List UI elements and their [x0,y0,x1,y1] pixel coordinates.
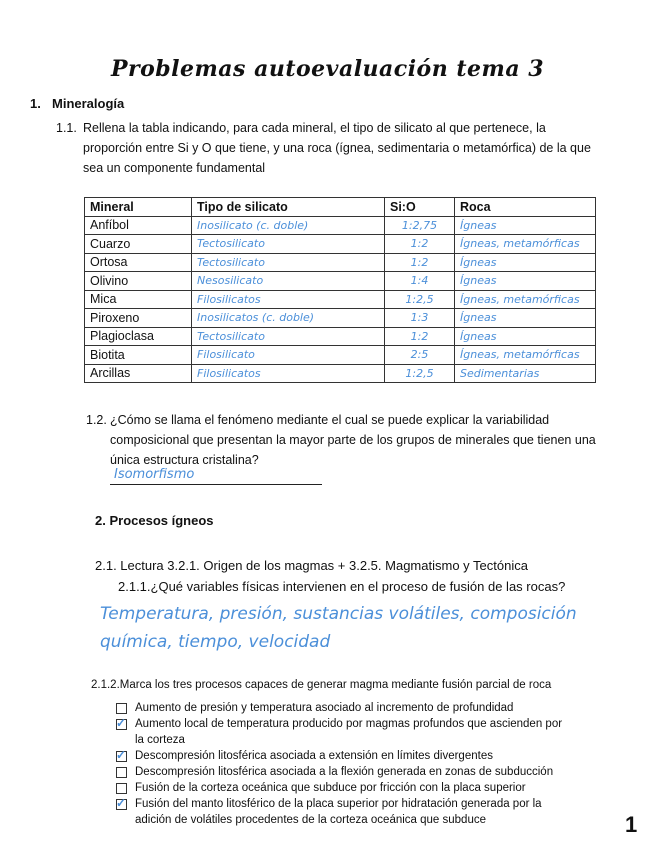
question-1-2 [86,410,596,470]
section-1-heading [30,96,124,111]
cell-si-o[interactable]: 2:5 [385,346,455,365]
question-number: 1.1. [56,121,77,135]
check-mark-icon: ✓ [116,748,127,762]
cell-si-o[interactable]: 1:4 [385,272,455,291]
table-header-row [85,198,596,217]
cell-silicate[interactable]: Filosilicato [192,346,385,365]
cell-mineral: Anfíbol [85,216,192,235]
option-label: Descompresión litosférica asociada a la flexión generada en zonas de subducción [135,766,554,778]
cell-mineral: Biotita [85,346,192,365]
col-header-mineral: Mineral [85,198,192,217]
cell-silicate[interactable]: Tectosilicato [192,253,385,272]
cell-rock[interactable]: Ígneas [455,272,596,291]
cell-silicate[interactable]: Nesosilicato [192,272,385,291]
section-label: Mineralogía [52,96,125,111]
checkbox[interactable] [116,703,127,714]
cell-si-o[interactable]: 1:2,75 [385,216,455,235]
cell-si-o[interactable]: 1:3 [385,309,455,328]
minerals-table [84,197,596,383]
cell-rock[interactable]: Ígneas [455,216,596,235]
cell-rock[interactable]: Ígneas, metamórficas [455,346,596,365]
cell-silicate[interactable]: Inosilicatos (c. doble) [192,309,385,328]
page-number: 1 [625,812,638,837]
cell-si-o[interactable]: 1:2,5 [385,290,455,309]
cell-rock[interactable]: Ígneas, metamórficas [455,290,596,309]
cell-silicate[interactable]: Filosilicatos [192,364,385,383]
option-item [116,780,566,796]
section-number: 1. [30,96,41,111]
subsection-2-1: 2.1. Lectura 3.2.1. Origen de los magmas + 3.2.5. Magmatismo y Tectónica [95,558,528,573]
option-item [116,700,566,716]
cell-rock[interactable]: Ígneas [455,327,596,346]
check-mark-icon: ✓ [116,716,127,730]
cell-si-o[interactable]: 1:2,5 [385,364,455,383]
cell-rock[interactable]: Ígneas [455,253,596,272]
question-2-1-2: 2.1.2.Marca los tres procesos capaces de generar magma mediante fusión parcial de roca [91,679,552,691]
cell-rock[interactable]: Ígneas, metamórficas [455,235,596,254]
checkbox[interactable] [116,767,127,778]
question-1-1 [56,118,596,178]
cell-silicate[interactable]: Tectosilicato [192,327,385,346]
cell-silicate[interactable]: Filosilicatos [192,290,385,309]
cell-rock[interactable]: Ígneas [455,309,596,328]
cell-si-o[interactable]: 1:2 [385,253,455,272]
handwritten-answer-2-1-1: Temperatura, presión, sustancias volátiles, composición química, tiempo, velocidad [100,604,577,652]
cell-si-o[interactable]: 1:2 [385,235,455,254]
option-label: Aumento local de temperatura producido por magmas profundos que ascienden por la corteza [135,718,563,746]
section-label: Procesos ígneos [109,513,214,528]
option-label: Fusión del manto litosférico de la placa superior por hidratación generada por la adición de volátiles procedentes de la corteza oceánica que subduce [135,798,542,826]
table-row [85,235,596,254]
option-item [116,796,566,828]
options-list [116,700,566,828]
cell-mineral: Arcillas [85,364,192,383]
cell-mineral: Plagioclasa [85,327,192,346]
question-number: 1.2. [86,413,107,427]
table-row [85,309,596,328]
answer-line[interactable] [110,466,322,485]
cell-mineral: Cuarzo [85,235,192,254]
question-text: ¿Cómo se llama el fenómeno mediante el cual se puede explicar la variabilidad composicional que presentan la mayor parte de los grupos de minerales que tienen una única estructura cristalina? [110,413,596,467]
col-header-si-o: Si:O [385,198,455,217]
cell-mineral: Ortosa [85,253,192,272]
option-label: Aumento de presión y temperatura asociado al incremento de profundidad [135,702,514,714]
col-header-rock: Roca [455,198,596,217]
cell-mineral: Piroxeno [85,309,192,328]
table-row [85,216,596,235]
table-row [85,364,596,383]
question-text: Rellena la tabla indicando, para cada mineral, el tipo de silicato al que pertenece, la proporción entre Si y O que tiene, y una roca (ígnea, sedimentaria o metamórfica) de la que sea un componente fundamental [83,121,591,175]
checkbox[interactable] [116,783,127,794]
table-row [85,327,596,346]
option-label: Descompresión litosférica asociada a extensión en límites divergentes [135,750,493,762]
cell-mineral: Mica [85,290,192,309]
table-row [85,272,596,291]
option-item [116,748,566,764]
section-2-heading [95,513,214,528]
table-row [85,346,596,365]
option-label: Fusión de la corteza oceánica que subduce por fricción con la placa superior [135,782,526,794]
page-title: Problemas autoevaluación tema 3 [110,56,545,82]
table-row [85,290,596,309]
option-item [116,764,566,780]
table-row [85,253,596,272]
question-2-1-1: 2.1.1.¿Qué variables físicas intervienen en el proceso de fusión de las rocas? [118,579,566,594]
cell-si-o[interactable]: 1:2 [385,327,455,346]
cell-mineral: Olivino [85,272,192,291]
cell-silicate[interactable]: Tectosilicato [192,235,385,254]
cell-rock[interactable]: Sedimentarias [455,364,596,383]
check-mark-icon: ✓ [116,796,127,810]
option-item [116,716,566,748]
handwritten-answer: Isomorfismo [114,467,195,482]
col-header-silicate: Tipo de silicato [192,198,385,217]
cell-silicate[interactable]: Inosilicato (c. doble) [192,216,385,235]
section-number: 2. [95,513,106,528]
